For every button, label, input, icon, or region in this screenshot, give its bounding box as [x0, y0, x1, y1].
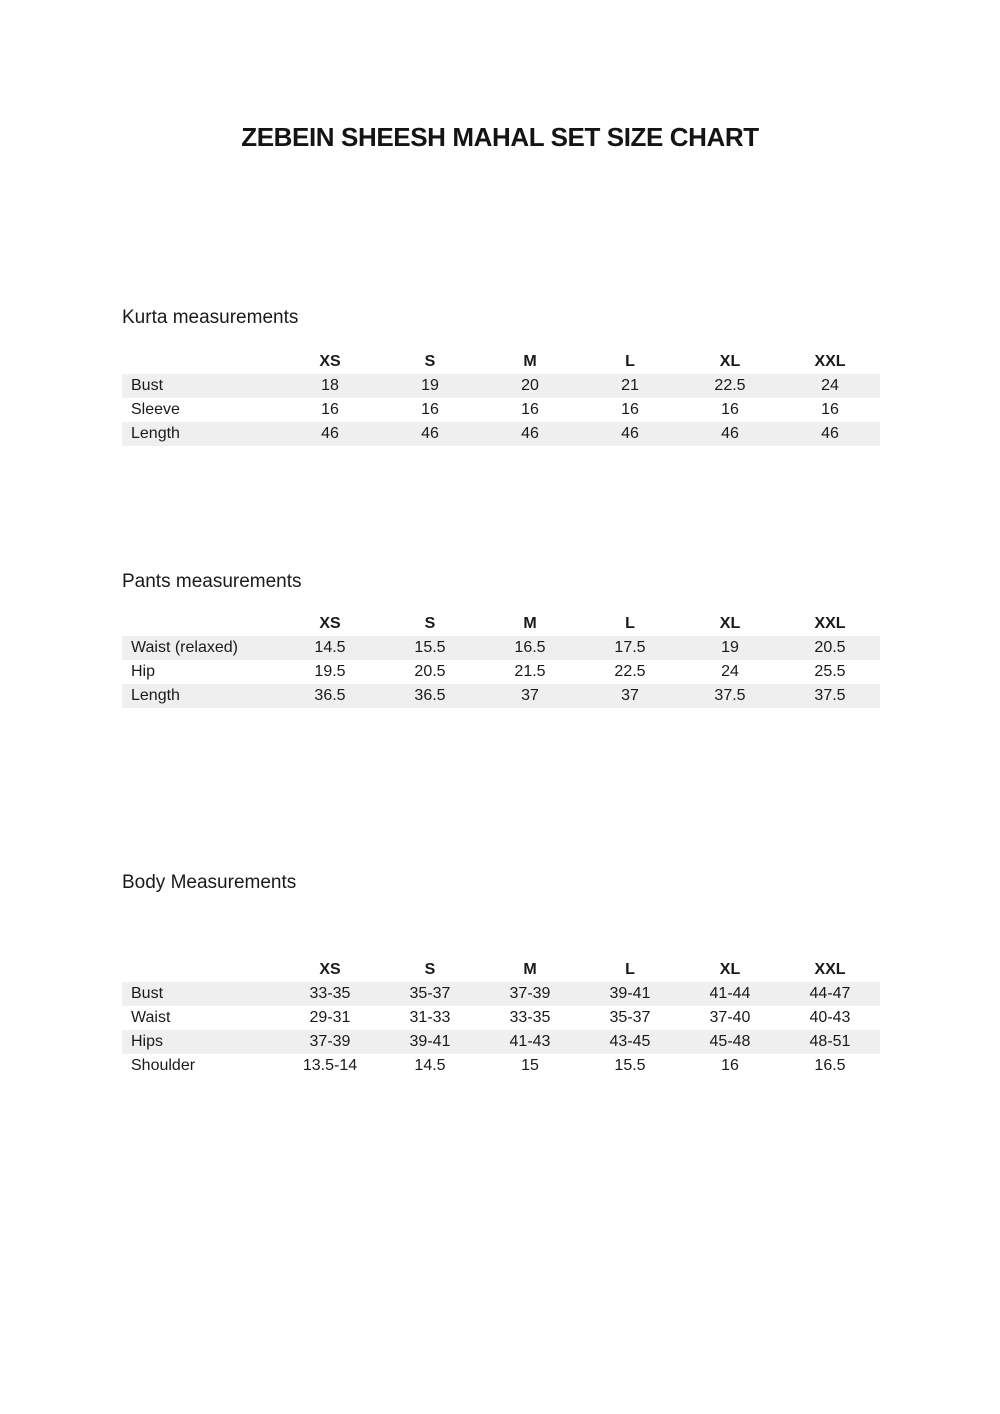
- cell-value: 31-33: [409, 1009, 451, 1026]
- row-label: Length: [131, 687, 180, 704]
- table-row: [122, 636, 880, 660]
- table-row: [122, 1030, 880, 1054]
- cell-value: 36.5: [314, 687, 346, 704]
- table-row: [122, 1006, 880, 1030]
- cell-value: 37-39: [509, 985, 551, 1002]
- cell-value: 37: [521, 687, 539, 704]
- cell-value: 16: [721, 401, 739, 418]
- column-header-xl: XL: [719, 615, 741, 632]
- column-header-xs: XS: [319, 353, 341, 370]
- cell-value: 46: [721, 425, 739, 442]
- cell-value: 39-41: [609, 985, 651, 1002]
- cell-value: 46: [821, 425, 839, 442]
- column-header-l: L: [625, 961, 635, 978]
- table-row: [122, 684, 880, 708]
- cell-value: 46: [321, 425, 339, 442]
- cell-value: 17.5: [614, 639, 646, 656]
- table-row: [122, 398, 880, 422]
- cell-value: 21.5: [514, 663, 546, 680]
- cell-value: 13.5-14: [302, 1057, 358, 1074]
- column-header-s: S: [424, 615, 436, 632]
- column-header-xxl: XXL: [814, 961, 846, 978]
- cell-value: 44-47: [809, 985, 851, 1002]
- cell-value: 33-35: [309, 985, 351, 1002]
- cell-value: 22.5: [714, 377, 746, 394]
- cell-value: 24: [821, 377, 839, 394]
- table-header-row: [122, 612, 880, 636]
- row-label: Hips: [131, 1033, 164, 1050]
- cell-value: 16.5: [814, 1057, 846, 1074]
- cell-value: 19: [421, 377, 439, 394]
- column-header-xs: XS: [319, 615, 341, 632]
- column-header-l: L: [625, 615, 635, 632]
- cell-value: 41-44: [709, 985, 751, 1002]
- kurta-section-heading: Kurta measurements: [122, 307, 299, 328]
- cell-value: 37-40: [709, 1009, 751, 1026]
- cell-value: 15.5: [414, 639, 446, 656]
- table-row: [122, 374, 880, 398]
- table-row: [122, 660, 880, 684]
- cell-value: 20.5: [814, 639, 846, 656]
- table-row: [122, 1054, 880, 1078]
- column-header-m: M: [523, 615, 537, 632]
- table-header-row: [122, 350, 880, 374]
- cell-value: 14.5: [414, 1057, 446, 1074]
- column-header-xxl: XXL: [814, 353, 846, 370]
- cell-value: 21: [621, 377, 639, 394]
- row-label: Bust: [131, 985, 164, 1002]
- cell-value: 37.5: [814, 687, 846, 704]
- cell-value: 45-48: [709, 1033, 751, 1050]
- cell-value: 14.5: [314, 639, 346, 656]
- cell-value: 15: [521, 1057, 539, 1074]
- cell-value: 48-51: [809, 1033, 851, 1050]
- cell-value: 19: [721, 639, 739, 656]
- cell-value: 15.5: [614, 1057, 646, 1074]
- row-label: Waist: [131, 1009, 171, 1026]
- row-label: Waist (relaxed): [131, 639, 238, 656]
- cell-value: 35-37: [609, 1009, 651, 1026]
- cell-value: 33-35: [509, 1009, 551, 1026]
- column-header-xs: XS: [319, 961, 341, 978]
- cell-value: 37: [621, 687, 639, 704]
- cell-value: 16: [321, 401, 339, 418]
- page-title: ZEBEIN SHEESH MAHAL SET SIZE CHART: [241, 122, 759, 152]
- table-row: [122, 422, 880, 446]
- cell-value: 19.5: [314, 663, 346, 680]
- cell-value: 16: [821, 401, 839, 418]
- cell-value: 24: [721, 663, 739, 680]
- row-label: Sleeve: [131, 401, 180, 418]
- kurta-measurements-table: [122, 350, 880, 446]
- cell-value: 43-45: [609, 1033, 651, 1050]
- cell-value: 16: [721, 1057, 739, 1074]
- cell-value: 20.5: [414, 663, 446, 680]
- cell-value: 22.5: [614, 663, 646, 680]
- cell-value: 16: [421, 401, 439, 418]
- cell-value: 37-39: [309, 1033, 351, 1050]
- pants-measurements-table: [122, 612, 880, 708]
- column-header-m: M: [523, 961, 537, 978]
- table-header-row: [122, 958, 880, 982]
- cell-value: 40-43: [809, 1009, 851, 1026]
- cell-value: 35-37: [409, 985, 451, 1002]
- row-label: Shoulder: [131, 1057, 196, 1074]
- cell-value: 16.5: [514, 639, 546, 656]
- column-header-s: S: [424, 353, 436, 370]
- body-measurements-table: [122, 958, 880, 1078]
- column-header-m: M: [523, 353, 537, 370]
- row-label: Hip: [131, 663, 156, 680]
- column-header-l: L: [625, 353, 635, 370]
- column-header-xxl: XXL: [814, 615, 846, 632]
- table-row: [122, 982, 880, 1006]
- cell-value: 37.5: [714, 687, 746, 704]
- cell-value: 29-31: [309, 1009, 351, 1026]
- cell-value: 46: [421, 425, 439, 442]
- cell-value: 16: [621, 401, 639, 418]
- cell-value: 46: [621, 425, 639, 442]
- cell-value: 46: [521, 425, 539, 442]
- cell-value: 41-43: [509, 1033, 551, 1050]
- cell-value: 25.5: [814, 663, 846, 680]
- column-header-xl: XL: [719, 353, 741, 370]
- column-header-xl: XL: [719, 961, 741, 978]
- body-section-heading: Body Measurements: [122, 872, 297, 893]
- row-label: Bust: [131, 377, 164, 394]
- cell-value: 20: [521, 377, 539, 394]
- cell-value: 16: [521, 401, 539, 418]
- cell-value: 18: [321, 377, 339, 394]
- cell-value: 39-41: [409, 1033, 451, 1050]
- pants-section-heading: Pants measurements: [122, 571, 302, 592]
- column-header-s: S: [424, 961, 436, 978]
- row-label: Length: [131, 425, 180, 442]
- cell-value: 36.5: [414, 687, 446, 704]
